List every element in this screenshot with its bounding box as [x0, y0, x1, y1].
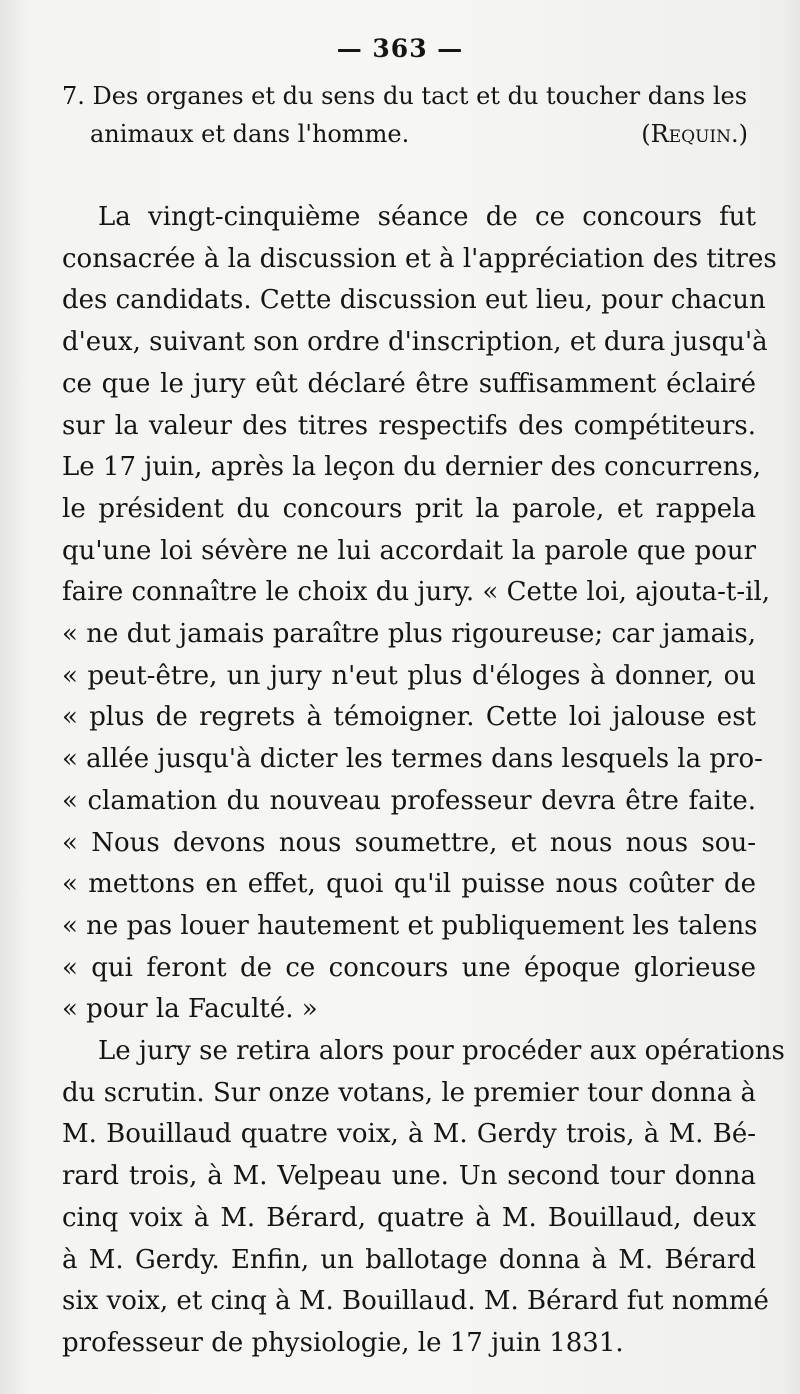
- text-line: Le 17 juin, après la leçon du dernier des concurrens,: [62, 452, 761, 483]
- text-line: « clamation du nouveau professeur devra être faite.: [62, 785, 756, 816]
- text-line: professeur de physiologie, le 17 juin 1831.: [62, 1327, 624, 1358]
- entry-number: 7.: [62, 82, 85, 110]
- text-line: d'eux, suivant son ordre d'inscription, et dura jusqu'à: [62, 327, 768, 358]
- text-line: consacrée à la discussion et à l'appréciation des titres: [62, 243, 777, 274]
- entry-line-1: [62, 77, 752, 115]
- body-paragraphs: [62, 197, 785, 1365]
- entry-author: (Requin.): [641, 120, 748, 148]
- text-line: rard trois, à M. Velpeau une. Un second tour donna: [62, 1161, 756, 1192]
- text-line: des candidats. Cette discussion eut lieu, pour chacun: [62, 285, 766, 316]
- text-line: à M. Gerdy. Enfin, un ballotage donna à M. Bérard: [62, 1244, 756, 1275]
- text-line: « peut-être, un jury n'eut plus d'éloges à donner, ou: [62, 660, 756, 691]
- text-line: « pour la Faculté. »: [62, 994, 318, 1025]
- text-line: qu'une loi sévère ne lui accordait la parole que pour: [62, 535, 756, 566]
- text-line: sur la valeur des titres respectifs des compétiteurs.: [62, 410, 756, 441]
- entry-title-line1: Des organes et du sens du tact et du toucher dans les: [92, 82, 748, 110]
- text-line: La vingt-cinquième séance de ce concours fut: [98, 202, 756, 232]
- list-entry-7: [62, 77, 752, 153]
- text-line: Le jury se retira alors pour procéder aux opérations: [98, 1036, 785, 1067]
- text-line: cinq voix à M. Bérard, quatre à M. Bouillaud, deux: [62, 1202, 756, 1233]
- text-line: faire connaître le choix du jury. « Cette loi, ajouta-t-il,: [62, 577, 771, 608]
- entry-line-2: [62, 115, 752, 153]
- text-line: « Nous devons nous soumettre, et nous nous sou-: [62, 827, 756, 858]
- page-number: — 363 —: [336, 34, 464, 63]
- text-line: « allée jusqu'à dicter les termes dans lesquels la pro-: [62, 744, 763, 775]
- entry-title-line2: animaux et dans l'homme.: [90, 120, 410, 148]
- text-line: le président du concours prit la parole, et rappela: [62, 493, 756, 524]
- text-line: du scrutin. Sur onze votans, le premier tour donna à: [62, 1077, 756, 1108]
- text-line: six voix, et cinq à M. Bouillaud. M. Bérard fut nommé: [62, 1286, 769, 1317]
- text-line: « plus de regrets à témoigner. Cette loi jalouse est: [62, 702, 756, 733]
- text-line: « qui feront de ce concours une époque glorieuse: [62, 952, 756, 983]
- text-line: « ne pas louer hautement et publiquement les talens: [62, 910, 758, 941]
- text-line: M. Bouillaud quatre voix, à M. Gerdy trois, à M. Bé-: [62, 1119, 756, 1150]
- text-line: « mettons en effet, quoi qu'il puisse nous coûter de: [62, 869, 756, 900]
- text-line: ce que le jury eût déclaré être suffisamment éclairé: [62, 368, 756, 399]
- text-line: « ne dut jamais paraître plus rigoureuse; car jamais,: [62, 619, 756, 650]
